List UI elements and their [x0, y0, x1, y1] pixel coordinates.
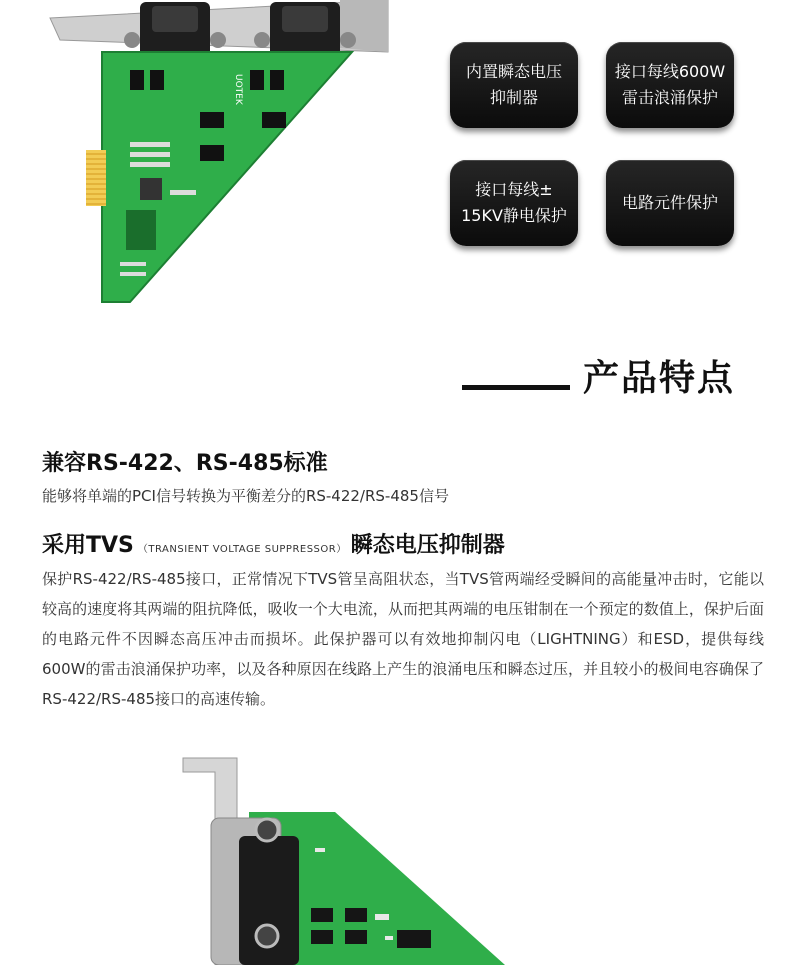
feature-heading-tail: 瞬态电压抑制器: [350, 533, 505, 558]
product-closeup-image: [175, 748, 515, 965]
badge-label: 内置瞬态电压 抑制器: [465, 62, 562, 107]
product-card-image: [40, 0, 400, 310]
badge-surge-protection: [606, 42, 734, 128]
board-silkscreen: UOTEK: [233, 74, 243, 105]
feature-heading-main: 采用TVS: [42, 533, 134, 558]
badge-esd-protection: [450, 160, 578, 246]
badge-label: 接口每线± 15KV静电保护: [461, 180, 567, 225]
feature-heading-tvs: [42, 528, 505, 559]
feature-heading-compatibility: 兼容RS-422、RS-485标准: [42, 451, 328, 476]
badge-tvs-suppressor: [450, 42, 578, 128]
badge-label: 电路元件保护: [621, 193, 718, 212]
badge-component-protection: [606, 160, 734, 246]
badge-label: 接口每线600W 雷击浪涌保护: [614, 62, 726, 107]
feature-body-compatibility: 能够将单端的PCI信号转换为平衡差分的RS-422/RS-485信号: [42, 487, 449, 505]
section-header-rule: [462, 385, 570, 390]
section-title: 产品特点: [583, 358, 736, 399]
feature-body-tvs: 保护RS-422/RS-485接口，正常情况下TVS管呈高阻状态，当TVS管两端经受瞬间的高能量冲击时，它能以较高的速度将其两端的阻抗降低，吸收一个大电流，从而把其两端的电压钳制在一个预定的数值上，保护后面的电路元件不因瞬态高压冲击而损坏。此保护器可以有效地抑制闪电（LIGHTNING）和ESD，提供每线600W的雷击浪涌保护功率，以及各种原因在线路上产生的浪涌电压和瞬态过压，并且较小的极间电容确保了RS-422/RS-485接口的高速传输。: [42, 570, 764, 708]
feature-heading-note: （TRANSIENT VOLTAGE SUPPRESSOR）: [137, 544, 347, 555]
